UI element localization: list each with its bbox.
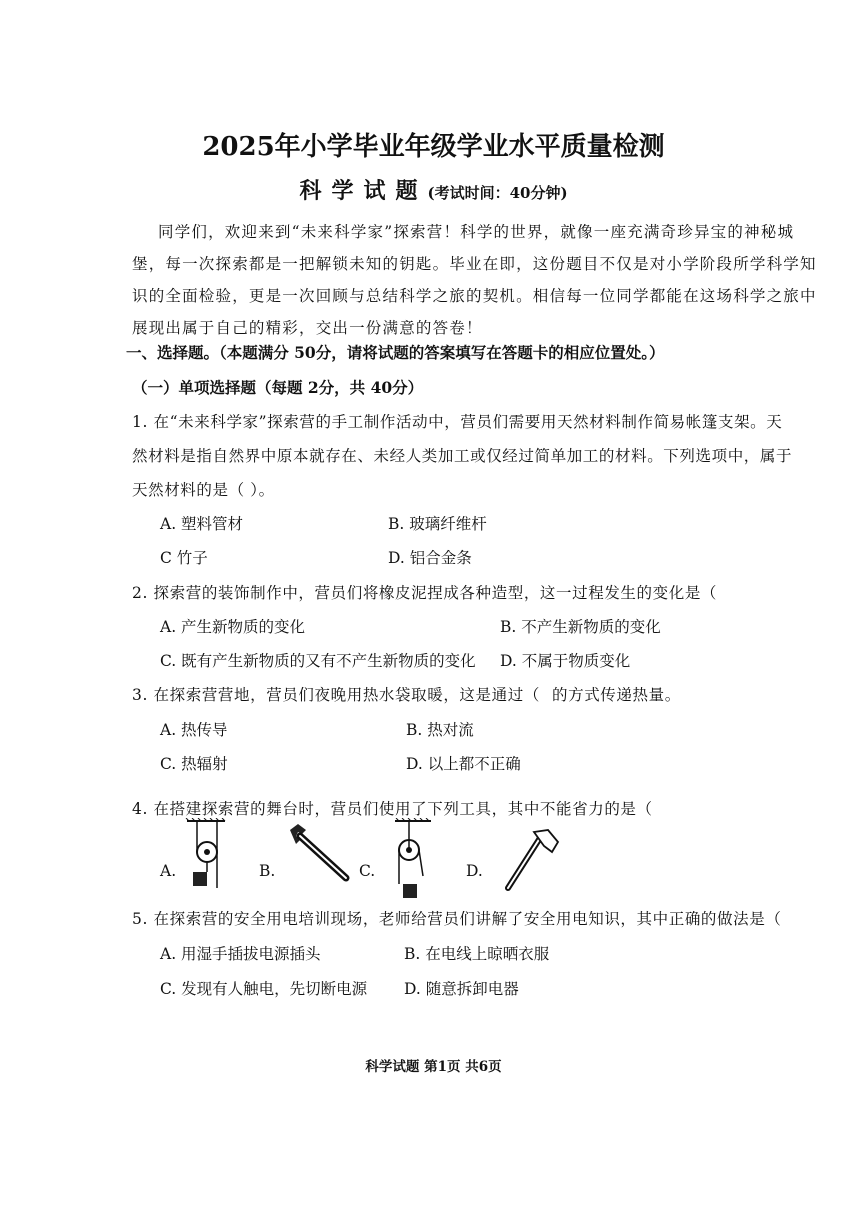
question-2-line-1: 2. 探索营的装饰制作中，营员们将橡皮泥捏成各种造型，这一过程发生的变化是（ — [132, 584, 718, 602]
question-5-option-d[interactable]: D. 随意拆卸电器 — [404, 980, 519, 998]
question-1-line-1: 1. 在“未来科学家”探索营的手工制作活动中，营员们需要用天然材料制作简易帐篷支架。天 — [132, 413, 783, 431]
question-4-option-b[interactable]: B. — [259, 862, 276, 880]
movable-pulley-icon — [185, 818, 227, 890]
exam-time: (考试时间：40分钟) — [427, 184, 568, 202]
question-4-option-a[interactable]: A. — [160, 862, 177, 880]
question-3-option-a[interactable]: A. 热传导 — [160, 721, 228, 739]
question-1-option-d[interactable]: D. 铝合金条 — [388, 549, 472, 567]
question-5-line-1: 5. 在探索营的安全用电培训现场，老师给营员们讲解了安全用电知识，其中正确的做法是（ — [132, 910, 782, 928]
question-4-option-c[interactable]: C. — [359, 862, 376, 880]
intro-line-1: 同学们，欢迎来到“未来科学家”探索营！科学的世界，就像一座充满奇珍异宝的神秘城 — [158, 223, 795, 241]
subject-title: 科学试题 — [299, 178, 428, 204]
question-1-option-a[interactable]: A. 塑料管材 — [160, 515, 244, 533]
subtitle-row — [0, 174, 867, 205]
question-5-option-c[interactable]: C. 发现有人触电，先切断电源 — [160, 980, 368, 998]
question-2-option-d[interactable]: D. 不属于物质变化 — [500, 652, 631, 670]
question-5-option-a[interactable]: A. 用湿手插拔电源插头 — [160, 945, 321, 963]
question-3-option-d[interactable]: D. 以上都不正确 — [406, 755, 521, 773]
question-2-option-c[interactable]: C. 既有产生新物质的又有不产生新物质的变化 — [160, 652, 476, 670]
question-3-option-b[interactable]: B. 热对流 — [406, 721, 474, 739]
question-4-option-d[interactable]: D. — [466, 862, 483, 880]
section-heading: 一、选择题。（本题满分 50分，请将试题的答案填写在答题卡的相应位置处。） — [126, 343, 665, 362]
intro-line-4: 展现出属于自己的精彩，交出一份满意的答卷！ — [132, 319, 483, 337]
question-1-line-3: 天然材料的是（ ）。 — [132, 481, 275, 499]
question-1-line-2: 然材料是指自然界中原本就存在、未经人类加工或仅经过简单加工的材料。下列选项中，属于 — [132, 447, 793, 465]
question-1-option-b[interactable]: B. 玻璃纤维杆 — [388, 515, 487, 533]
question-2-option-b[interactable]: B. 不产生新物质的变化 — [500, 618, 661, 636]
page-title: 2025年小学毕业年级学业水平质量检测 — [202, 132, 665, 162]
question-5-option-b[interactable]: B. 在电线上晾晒衣服 — [404, 945, 550, 963]
intro-line-2: 堡，每一次探索都是一把解锁未知的钥匙。毕业在即，这份题目不仅是对小学阶段所学科学知 — [132, 255, 817, 273]
wrench-icon — [284, 822, 356, 886]
intro-line-3: 识的全面检验，更是一次回顾与总结科学之旅的契机。相信每一位同学都能在这场科学之旅中 — [132, 287, 817, 305]
question-3-line-1-tail: 的方式传递热量。 — [552, 686, 681, 704]
question-4-line-1: 4. 在搭建探索营的舞台时，营员们使用了下列工具，其中不能省力的是（ — [132, 800, 653, 818]
axe-icon — [500, 826, 562, 892]
question-3-option-c[interactable]: C. 热辐射 — [160, 755, 228, 773]
sub-section-heading: （一）单项选择题（每题 2分，共 40分） — [132, 378, 424, 397]
question-3-line-1: 3. 在探索营营地，营员们夜晚用热水袋取暖，这是通过（ — [132, 686, 540, 704]
question-1-option-c[interactable]: C 竹子 — [160, 549, 208, 567]
page-footer: 科学试题 第1页 共6页 — [365, 1059, 502, 1075]
question-2-option-a[interactable]: A. 产生新物质的变化 — [160, 618, 306, 636]
fixed-pulley-icon — [393, 818, 433, 902]
